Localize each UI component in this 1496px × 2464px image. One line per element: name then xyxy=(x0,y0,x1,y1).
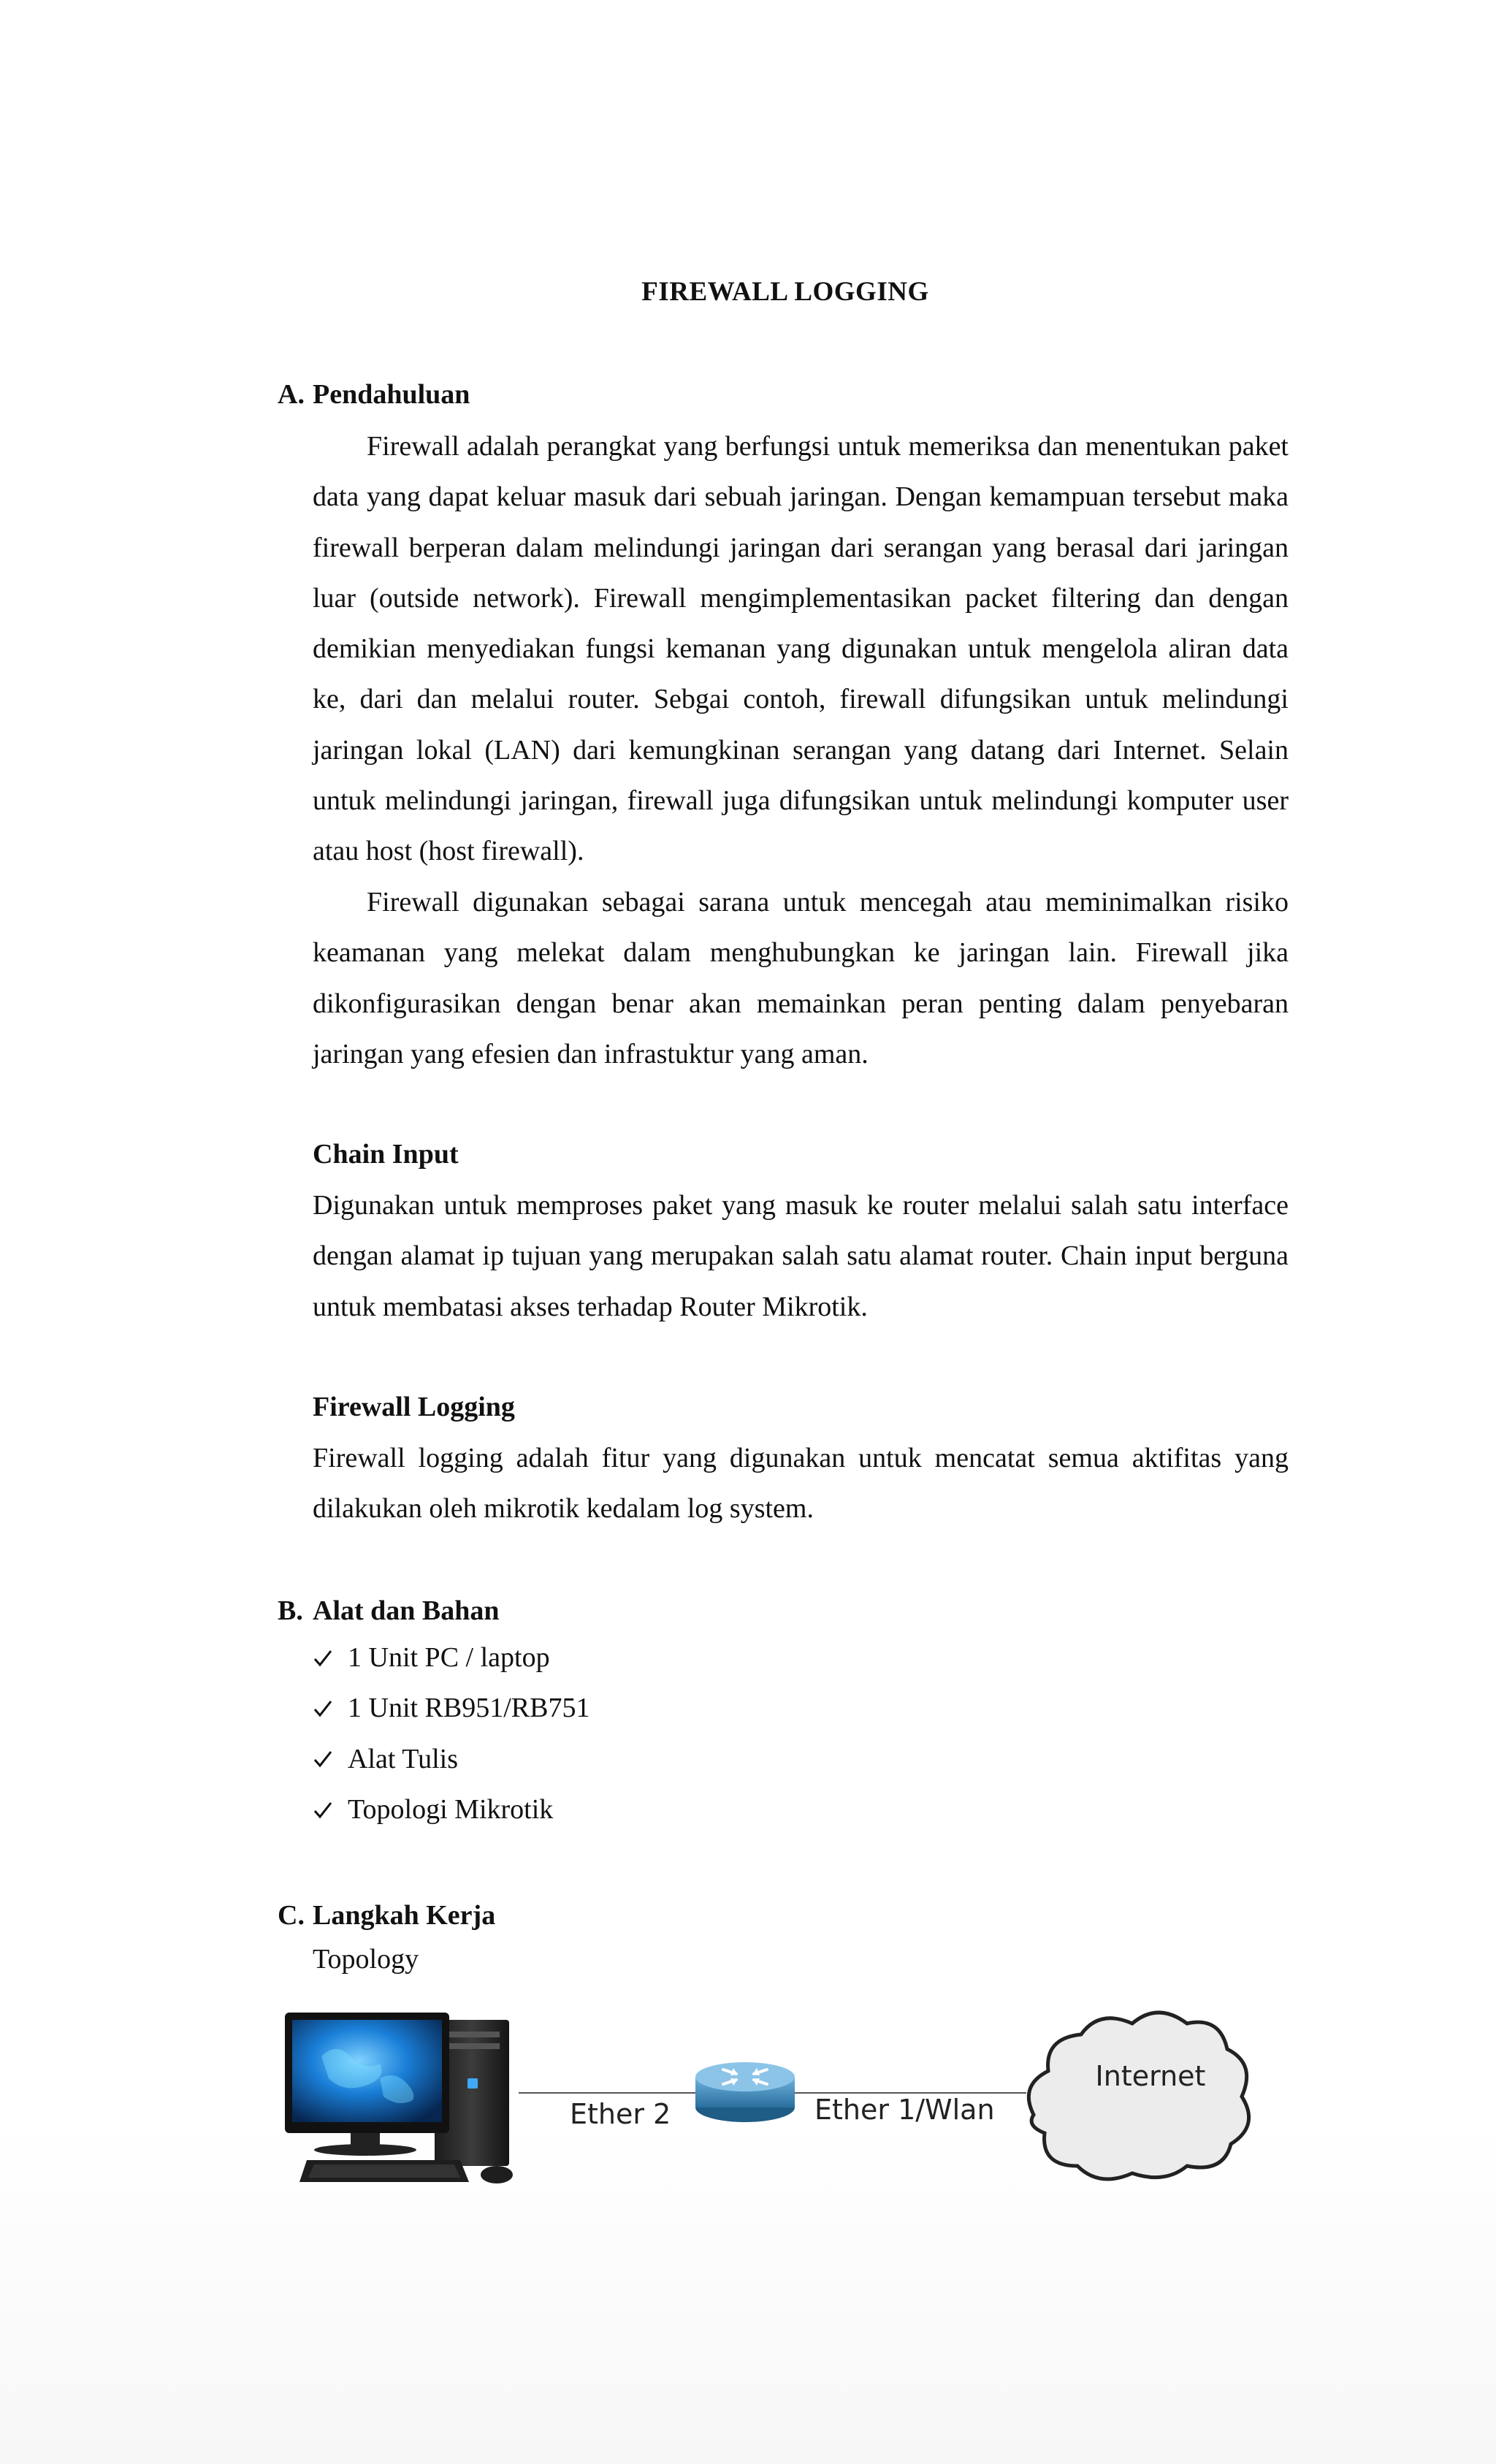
list-item xyxy=(313,1734,590,1785)
chain-input-paragraph: Digunakan untuk memproses paket yang masuk ke router melalui salah satu interface dengan alamat ip tujuan yang merupakan salah satu alamat router. Chain input berguna untuk membatasi akses terhadap Router Mikrotik. xyxy=(313,1190,1289,1322)
chain-input-heading: Chain Input xyxy=(313,1139,459,1170)
list-item-label: 1 Unit PC / laptop xyxy=(348,1642,550,1673)
section-title: Alat dan Bahan xyxy=(313,1595,500,1626)
check-icon xyxy=(313,1648,333,1668)
ether1-label: Ether 1/Wlan xyxy=(814,2094,995,2126)
topology-diagram xyxy=(278,1991,1300,2210)
desktop-pc-icon xyxy=(285,2013,513,2183)
intro-paragraph-2: Firewall digunakan sebagai sarana untuk mencegah atau meminimalkan risiko keamanan yang melekat dalam menghubungkan ke jaringan lain. Firewall jika dikonfigurasikan dengan benar akan memainkan peran penting dalam penyebaran jaringan yang efesien dan infrastuktur yang aman. xyxy=(313,887,1289,1069)
section-title: Langkah Kerja xyxy=(313,1900,496,1931)
check-icon xyxy=(313,1800,333,1820)
topology-label: Topology xyxy=(313,1944,419,1975)
section-title: Pendahuluan xyxy=(313,379,470,410)
router-icon xyxy=(695,2062,795,2122)
list-item-label: Alat Tulis xyxy=(348,1743,459,1774)
section-letter: C. xyxy=(278,1900,305,1931)
list-item xyxy=(313,1633,590,1683)
list-item-label: Topologi Mikrotik xyxy=(348,1793,554,1825)
ether2-label: Ether 2 xyxy=(570,2098,671,2130)
check-icon xyxy=(313,1698,333,1719)
section-c-heading xyxy=(278,1899,495,1931)
list-item xyxy=(313,1785,590,1835)
firewall-logging-paragraph: Firewall logging adalah fitur yang digunakan untuk mencatat semua aktifitas yang dilakukan oleh mikrotik kedalam log system. xyxy=(313,1443,1289,1525)
list-item-label: 1 Unit RB951/RB751 xyxy=(348,1693,590,1724)
section-letter: A. xyxy=(278,379,305,410)
equipment-list xyxy=(313,1633,590,1835)
section-letter: B. xyxy=(278,1595,303,1626)
cloud-label: Internet xyxy=(1095,2060,1206,2092)
cloud-icon xyxy=(1028,2013,1248,2179)
intro-paragraph-1: Firewall adalah perangkat yang berfungsi untuk memeriksa dan menentukan paket data yang dapat keluar masuk dari sebuah jaringan. Dengan kemampuan tersebut maka firewall berperan dalam melindungi jaringan dari serangan yang berasal dari jaringan luar (outside network). Firewall mengimplementasikan packet filtering dan dengan demikian menyediakan fungsi kemanan yang digunakan untuk mengelola aliran data ke, dari dan melalui router. Sebgai contoh, firewall difungsikan untuk melindungi jaringan lokal (LAN) dari kemungkinan serangan yang datang dari Internet. Selain untuk melindungi jaringan, firewall juga difungsikan untuk melindungi komputer user atau host (host firewall). xyxy=(313,431,1289,867)
section-a-heading xyxy=(278,378,470,411)
page-title: FIREWALL LOGGING xyxy=(641,277,929,307)
firewall-logging-heading: Firewall Logging xyxy=(313,1392,515,1422)
check-icon xyxy=(313,1749,333,1769)
list-item xyxy=(313,1683,590,1733)
section-b-heading xyxy=(278,1595,500,1627)
